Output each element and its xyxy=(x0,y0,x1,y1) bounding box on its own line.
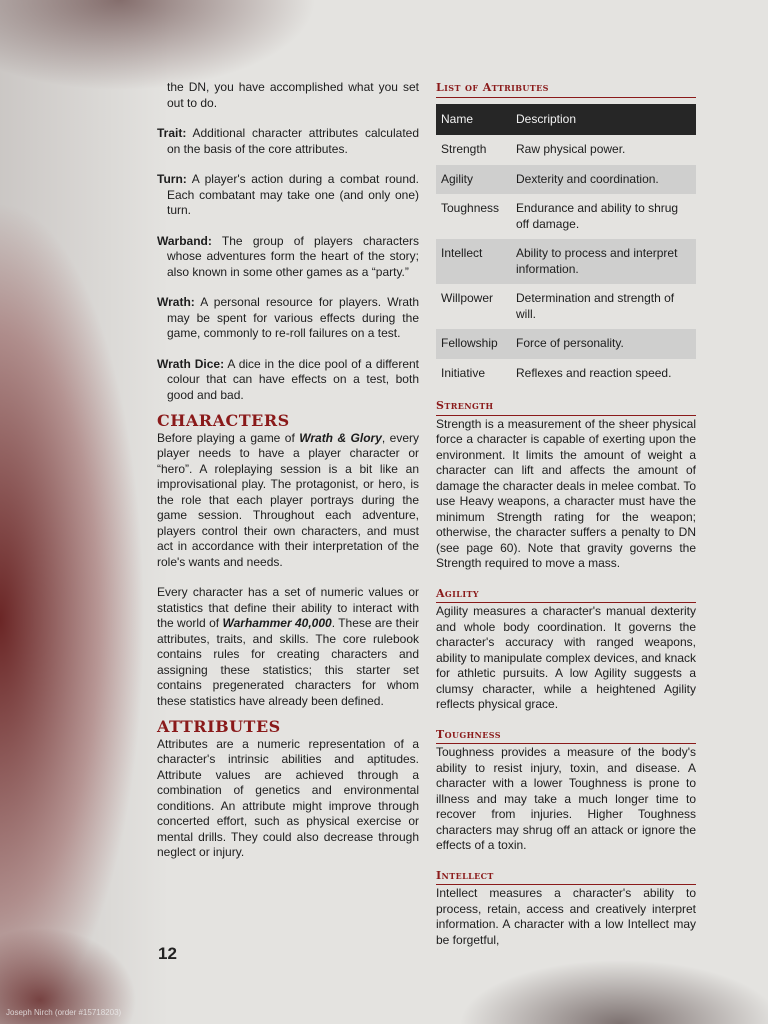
table-row: Initiative Reflexes and reaction speed. xyxy=(441,365,672,380)
strength-text: Strength is a measurement of the sheer physical force a character is capable of exerting upon the environment. It limits the amount of weight a character can lift and affects the amount of damage the character deals in melee combat. To use Heavy weapons, a character must have the minimum Strength rating for the weapon; otherwise, the character suffers a penalty to DN (see page 60). Note that gravity governs the Strength required to move a mass. xyxy=(436,416,696,570)
right-column xyxy=(436,80,696,962)
table-header-row xyxy=(436,104,696,136)
credit-line: Joseph Nirch (order #15718203) xyxy=(6,1008,122,1017)
glossary-entry-turn: Turn: A player's action during a combat round. Each combatant may take one (and only one) turn. xyxy=(157,172,420,217)
table-row: Willpower Determination and strength of will. xyxy=(441,291,675,321)
table-row: Fellowship Force of personality. xyxy=(436,329,696,359)
section-toughness xyxy=(436,727,696,854)
list-of-attributes-heading: List of Attributes xyxy=(436,80,696,98)
strength-heading: Strength xyxy=(436,398,696,416)
toughness-heading: Toughness xyxy=(436,727,696,745)
left-column xyxy=(157,80,419,861)
glossary-entry-trait: Trait: Additional character attributes calculated on the basis of the core attributes. xyxy=(157,126,420,156)
table-row: Toughness Endurance and ability to shrug off damage. xyxy=(441,201,679,231)
attributes-paragraph: Attributes are a numeric representation of a character's intrinsic abilities and aptitudes. Attribute values are achieved through a combination of genetics and environmental conditions. An attribute might improve through concerted effort, such as physical exercise or mental drills. They could also decrease through neglect or injury. xyxy=(157,736,419,859)
characters-paragraph-2: Every character has a set of numeric values or statistics that define their ability to interact with the world of Warhammer 40,000. These are their attributes, traits, and skills. The core rulebook contains rules for creating characters and assigning these statistics; this starter set contains pregenerated characters for whom these statistics have already been defined. xyxy=(157,585,419,708)
agility-text: Agility measures a character's manual dexterity and whole body coordination. It governs the character's accuracy with ranged weapons, ability to manipulate complex devices, and knack for athletic pursuits. A low Agility suggests a clumsy character, while a heightened Agility reflects physical grace. xyxy=(436,604,696,711)
glossary-entry-warband: Warband: The group of players characters whose adventures form the heart of the story; also known in some other games as a “party.” xyxy=(157,233,419,279)
glossary-entry-wrath-dice: Wrath Dice: A dice in the dice pool of a different colour that can have effects on a test, both good and bad. xyxy=(157,356,420,402)
table-row: Agility Dexterity and coordination. xyxy=(436,165,696,195)
section-strength xyxy=(436,398,696,572)
glossary-entry-wrath: Wrath: A personal resource for players. Wrath may be spent for various effects during the game, commonly to re-roll failures on a test. xyxy=(157,295,420,340)
toughness-text: Toughness provides a measure of the body's ability to resist injury, toxin, and disease. A character with a lower Toughness is prone to illness and may take a much longer time to recover from injuries. Higher Toughness characters may shrug off an attack or ignore the effects of a toxin. xyxy=(436,745,696,852)
table-header-description: Description xyxy=(511,104,696,136)
agility-heading: Agility xyxy=(436,586,696,604)
page-number: 12 xyxy=(158,944,177,963)
intellect-heading: Intellect xyxy=(436,868,696,886)
table-row: Intellect Ability to process and interpret information. xyxy=(436,239,696,284)
table-row: Strength Raw physical power. xyxy=(441,142,626,156)
table-header-name: Name xyxy=(436,104,511,136)
characters-heading: CHARACTERS xyxy=(157,411,290,430)
section-intellect xyxy=(436,868,696,949)
attributes-table xyxy=(436,104,696,389)
glossary-continued: the DN, you have accomplished what you set out to do. xyxy=(167,80,419,110)
section-agility xyxy=(436,586,696,713)
characters-paragraph-1: Before playing a game of Wrath & Glory, every player needs to have a player character or “hero”. A roleplaying session is a bit like an improvisational play. The protagonist, or hero, is the role that each player portrays during the game session. Throughout each adventure, players control their own characters, and must act in accordance with their interpretation of the role's wants and needs. xyxy=(157,430,419,569)
attributes-heading: ATTRIBUTES xyxy=(157,717,281,736)
intellect-text: Intellect measures a character's ability to process, retain, access and creatively interpret information. A character with a low Intellect may be forgetful, xyxy=(436,886,696,947)
